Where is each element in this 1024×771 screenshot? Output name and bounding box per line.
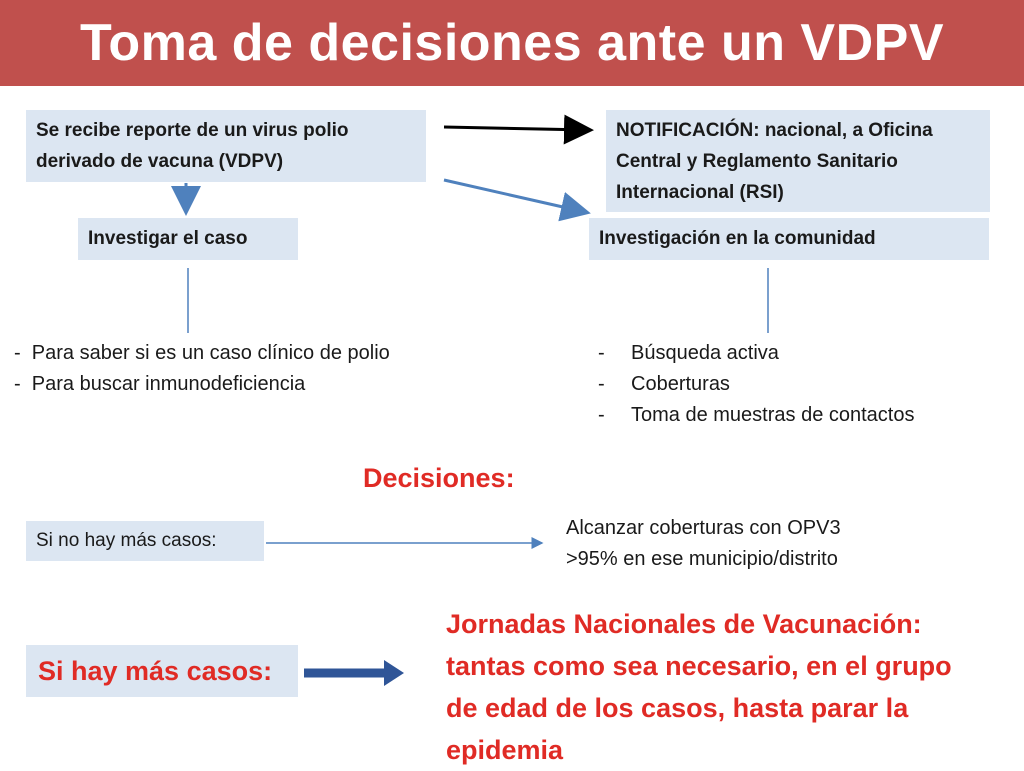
page-title: Toma de decisiones ante un VDPV — [0, 0, 1024, 86]
list-item: - Búsqueda activa — [598, 342, 779, 364]
list-item: - Para buscar inmunodeficiencia — [14, 373, 306, 395]
investigate-community-box: Investigación en la comunidad — [589, 218, 989, 260]
notification-box: NOTIFICACIÓN: nacional, a Oficina Central y Reglamento Sanitario Internacional (RSI) — [606, 110, 990, 212]
arrow-report-to-community — [444, 180, 585, 212]
report-box: Se recibe reporte de un virus polio derivado de vacuna (VDPV) — [26, 110, 426, 182]
community-bullet-list — [598, 338, 914, 431]
arrow-report-to-notification — [444, 127, 588, 130]
arrow-more-cases-head — [384, 660, 404, 686]
coverage-line: >95% en ese municipio/distrito — [566, 548, 838, 570]
more-cases-box: Si hay más casos: — [26, 645, 298, 697]
coverage-line: Alcanzar coberturas con OPV3 — [566, 517, 841, 539]
coverage-text — [566, 513, 841, 575]
case-bullet-list — [14, 338, 390, 400]
list-item: - Para saber si es un caso clínico de polio — [14, 342, 390, 364]
no-more-cases-box: Si no hay más casos: — [26, 521, 264, 561]
list-item: - Coberturas — [598, 373, 730, 395]
investigate-case-box: Investigar el caso — [78, 218, 298, 260]
national-days-line: tantas como sea necesario, en el grupo — [446, 651, 952, 681]
national-days-line: Jornadas Nacionales de Vacunación: — [446, 609, 922, 639]
decisions-heading: Decisiones: — [363, 463, 515, 493]
list-item: - Toma de muestras de contactos — [598, 404, 915, 426]
national-vaccination-days-text — [446, 603, 952, 771]
national-days-line: epidemia — [446, 735, 564, 765]
national-days-line: de edad de los casos, hasta parar la — [446, 693, 909, 723]
